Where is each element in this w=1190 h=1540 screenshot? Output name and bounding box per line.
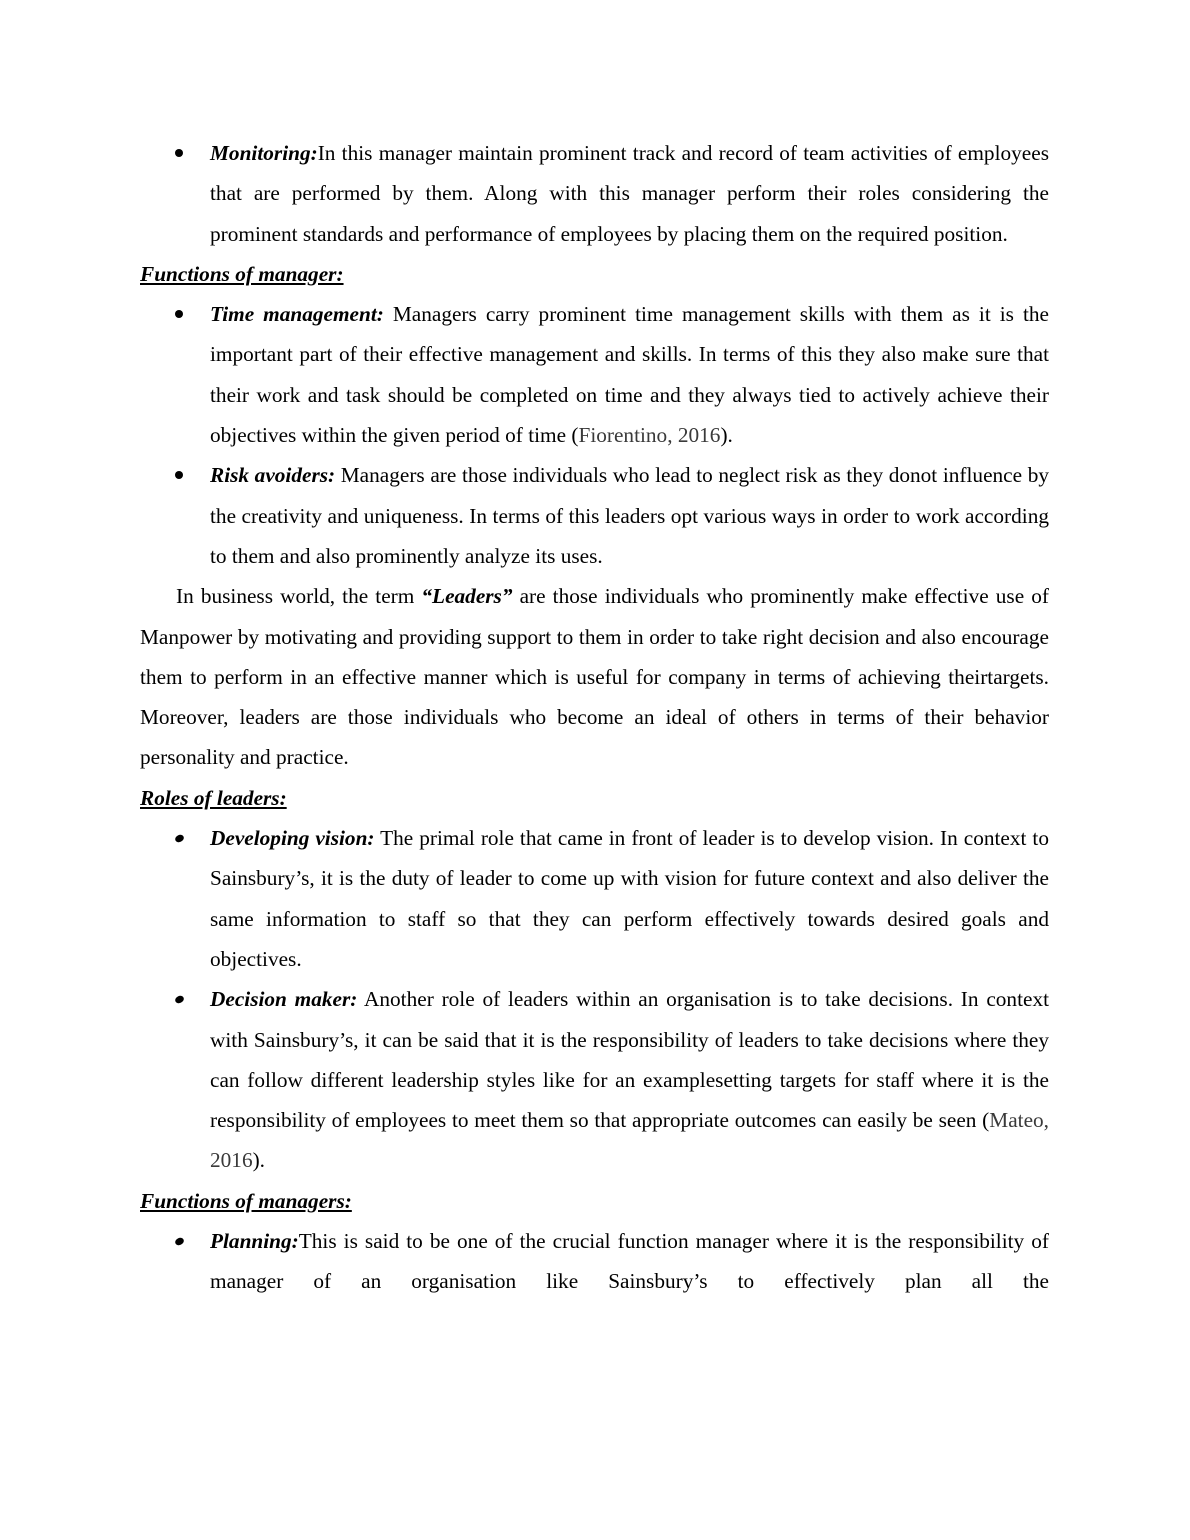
item-term: Time management: bbox=[210, 302, 384, 327]
item-term: Planning: bbox=[210, 1229, 299, 1254]
bullet-icon bbox=[175, 471, 183, 479]
item-text: In this manager maintain prominent track and record of team activities of employees that are performed by them. Along with this manager perform their roles considering the prominent standards and performance of employees by placing them on the required position. bbox=[210, 141, 1049, 246]
list-item bbox=[210, 818, 1049, 979]
list-item bbox=[210, 294, 1049, 455]
bullet-icon bbox=[174, 995, 185, 1005]
item-text: This is said to be one of the crucial function manager where it is the responsibility of manager of an organisation like Sainsbury’s to effectively plan all the bbox=[210, 1229, 1049, 1294]
list-item bbox=[210, 1221, 1049, 1302]
item-text: Managers carry prominent time management skills with them as it is the important part of their effective management and skills. In terms of this they also make sure that their work and task should be completed on time and they always tied to actively achieve their objectives within the given period of time ( bbox=[210, 302, 1049, 448]
item-term: Decision maker: bbox=[210, 987, 358, 1012]
managers-functions-list bbox=[140, 1221, 1049, 1302]
section-heading: Functions of managers: bbox=[140, 1188, 352, 1213]
paragraph-text-end: are those individuals who prominently make effective use of Manpower by motivating and providing support to them in order to take right decision and also encourage them to perform in an effective manner which is useful for company in terms of achieving theirtargets. Moreover, leaders are those individuals who become an ideal of others in terms of their behavior personality and practice. bbox=[140, 584, 1049, 770]
leaders-paragraph bbox=[140, 576, 1049, 777]
item-text: The primal role that came in front of leader is to develop vision. In context to Sainsbury’s, it is the duty of leader to come up with vision for future context and also deliver the same information to staff so that they can perform effectively towards desired goals and objectives. bbox=[210, 826, 1049, 971]
bullet-icon bbox=[175, 310, 183, 318]
citation: Fiorentino, 2016 bbox=[578, 423, 721, 448]
item-text: Another role of leaders within an organisation is to take decisions. In context with Sainsbury’s, it can be said that it is the responsibility of leaders to take decisions where they can follow different leadership styles like for an examplesetting targets for staff where it is the responsibility of employees to meet them so that appropriate outcomes can easily be seen ( bbox=[210, 987, 1050, 1133]
paragraph-term: “Leaders” bbox=[421, 584, 513, 609]
item-term: Risk avoiders: bbox=[210, 463, 336, 488]
item-term: Monitoring: bbox=[210, 141, 318, 165]
item-text: Managers are those individuals who lead to neglect risk as they donot influence by the creativity and uniqueness. In terms of this leaders opt various ways in order to work according to them and also prominently analyze its uses. bbox=[210, 463, 1049, 568]
bullet-icon bbox=[175, 149, 183, 157]
item-text-end: ). bbox=[252, 1148, 266, 1173]
document-body bbox=[140, 133, 1049, 1302]
manager-functions-list bbox=[140, 294, 1049, 576]
paragraph-text: In business world, the term bbox=[176, 584, 422, 609]
list-item bbox=[210, 133, 1049, 254]
section-heading: Roles of leaders: bbox=[140, 785, 287, 810]
citation: Mateo, 2016 bbox=[210, 1108, 1049, 1173]
section-heading: Functions of manager: bbox=[140, 261, 344, 286]
bullet-icon bbox=[174, 833, 185, 843]
item-text-end: ). bbox=[720, 423, 733, 448]
list-item bbox=[210, 979, 1049, 1180]
monitoring-list bbox=[140, 133, 1049, 254]
item-term: Developing vision: bbox=[210, 826, 375, 851]
list-item bbox=[210, 455, 1049, 576]
leader-roles-list bbox=[140, 818, 1049, 1181]
bullet-icon bbox=[174, 1236, 185, 1246]
